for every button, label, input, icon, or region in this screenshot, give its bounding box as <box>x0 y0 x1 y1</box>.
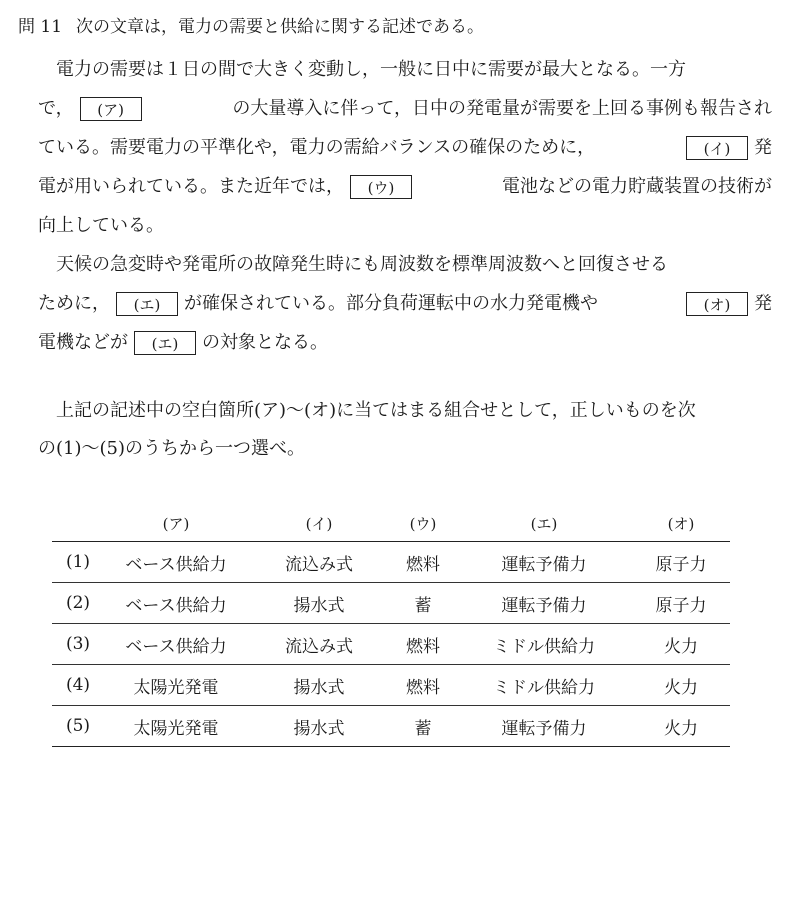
table-cell: 太陽光発電 <box>104 706 248 747</box>
passage-text: 天候の急変時や発電所の故障発生時にも周波数を標準周波数へと回復させる <box>56 254 668 275</box>
table-row[interactable] <box>52 624 730 665</box>
table-cell: 原子力 <box>632 583 730 624</box>
table-cell: 蓄 <box>390 706 456 747</box>
table-header-cell: (エ) <box>530 514 558 533</box>
passage-text: 電が用いられている。また近年では， <box>38 176 344 197</box>
table-cell: 運転予備力 <box>456 583 632 624</box>
table-header-cell: (ウ) <box>409 514 437 533</box>
table-cell: 流込み式 <box>248 542 390 583</box>
passage-text: で， <box>38 98 74 119</box>
choice-number: (2) <box>52 583 104 624</box>
table-cell: 揚水式 <box>248 665 390 706</box>
passage-text: の対象となる。 <box>202 332 328 353</box>
blank-box-c: (ウ) <box>350 175 412 199</box>
passage-line-1 <box>38 50 772 89</box>
table-cell: ミドル供給力 <box>456 624 632 665</box>
table-cell: 流込み式 <box>248 624 390 665</box>
table-cell: 火力 <box>632 624 730 665</box>
question-title: 次の文章は，電力の需要と供給に関する記述である。 <box>76 17 485 37</box>
choice-number: (1) <box>52 542 104 583</box>
table-row[interactable] <box>52 542 730 583</box>
blank-box-e: (オ) <box>686 292 748 316</box>
table-cell: 揚水式 <box>248 583 390 624</box>
passage-text: の大量導入に伴って，日中の発電量が需要を上回る事例も報告され <box>232 98 772 119</box>
passage-line-2 <box>38 89 772 128</box>
passage-text: 電力の需要は１日の間で大きく変動し，一般に日中に需要が最大となる。一方 <box>56 59 686 80</box>
passage-line-7 <box>38 284 772 323</box>
table-header-cell <box>52 505 104 542</box>
question-instruction <box>38 392 772 468</box>
table-row[interactable] <box>52 706 730 747</box>
table-cell: ベース供給力 <box>104 624 248 665</box>
question-number: 問 11 <box>18 17 63 37</box>
answer-choices-table-wrap <box>52 505 730 747</box>
table-cell: ミドル供給力 <box>456 665 632 706</box>
choice-number: (5) <box>52 706 104 747</box>
table-header-cell: (イ) <box>305 514 333 533</box>
passage-text: 電機などが <box>38 332 128 353</box>
table-row[interactable] <box>52 665 730 706</box>
question-header <box>18 12 484 37</box>
instruction-line-2: の(1)～(5)のうちから一つ選べ。 <box>38 438 305 459</box>
passage-line-5 <box>38 206 772 245</box>
blank-box-d: (エ) <box>116 292 178 316</box>
table-row[interactable] <box>52 583 730 624</box>
choice-number: (4) <box>52 665 104 706</box>
passage-line-8 <box>38 323 772 362</box>
passage-line-4 <box>38 167 772 206</box>
table-cell: 原子力 <box>632 542 730 583</box>
blank-box-a: (ア) <box>80 97 142 121</box>
passage-line-6 <box>38 245 772 284</box>
table-cell: ベース供給力 <box>104 542 248 583</box>
passage-text: 電池などの電力貯蔵装置の技術が <box>502 176 772 197</box>
table-cell: 運転予備力 <box>456 706 632 747</box>
instruction-line-1: 上記の記述中の空白箇所(ア)～(オ)に当てはまる組合せとして，正しいものを次 <box>56 400 696 421</box>
question-passage <box>38 50 772 362</box>
table-header-cell: (ア) <box>162 514 190 533</box>
table-cell: 太陽光発電 <box>104 665 248 706</box>
table-cell: 燃料 <box>390 665 456 706</box>
blank-box-b: (イ) <box>686 136 748 160</box>
passage-text: ために， <box>38 293 110 314</box>
choice-number: (3) <box>52 624 104 665</box>
answer-choices-table <box>52 505 730 747</box>
table-cell: 火力 <box>632 706 730 747</box>
table-header-cell: (オ) <box>667 514 695 533</box>
passage-text: 発 <box>754 293 772 314</box>
passage-text: 発 <box>754 137 772 158</box>
table-cell: 火力 <box>632 665 730 706</box>
table-cell: 燃料 <box>390 542 456 583</box>
table-cell: ベース供給力 <box>104 583 248 624</box>
passage-text: 向上している。 <box>38 215 164 236</box>
table-header-row <box>52 505 730 542</box>
passage-text: ている。需要電力の平準化や，電力の需給バランスの確保のために， <box>38 137 596 158</box>
table-cell: 燃料 <box>390 624 456 665</box>
blank-box-d-repeat: (エ) <box>134 331 196 355</box>
table-cell: 揚水式 <box>248 706 390 747</box>
table-cell: 運転予備力 <box>456 542 632 583</box>
passage-line-3 <box>38 128 772 167</box>
table-cell: 蓄 <box>390 583 456 624</box>
passage-text: が確保されている。部分負荷運転中の水力発電機や <box>184 293 598 314</box>
